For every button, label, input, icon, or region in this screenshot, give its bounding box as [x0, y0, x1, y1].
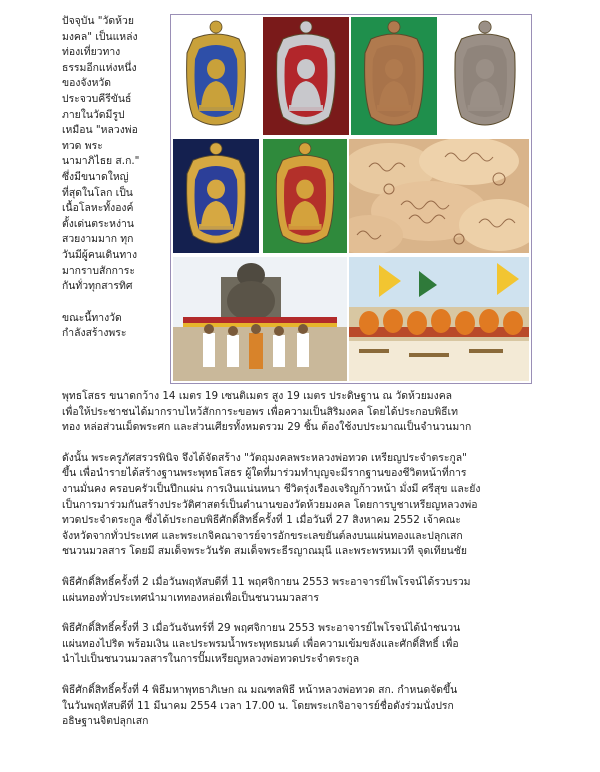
- paragraph-ceremony-3: [62, 621, 542, 668]
- intro-line: ธรรมอีกแห่งหนึ่ง: [62, 61, 137, 74]
- intro-column: [62, 14, 170, 342]
- intro-line: ท่องเที่ยวทาง: [62, 46, 121, 59]
- intro-line: นามาภิไธย ส.ก.": [62, 155, 140, 168]
- intro-line: ทวด พระ: [62, 139, 103, 152]
- amulet-gold-red-enamel-photo: [263, 139, 347, 253]
- paragraph-ceremony-4: [62, 683, 542, 730]
- photo-collage: [170, 14, 532, 384]
- amulet-copper-plain-photo: [351, 17, 437, 135]
- intro-line: เนื้อโลหะทั้งองค์: [62, 202, 134, 215]
- body-line: ชนวนมวลสาร โดยมี สมเด็จพระวันรัต สมเด็จพระธีรญาณมุนี และพระพรหมเวที จุดเทียนชัย: [62, 545, 467, 558]
- amulet-silver-plain-photo: [441, 17, 529, 135]
- body-line: เป็นการมาร่วมกันสร้างประวัติศาสตร์เป็นตำนานของวัดห้วยมงคล โดยการบูชาเหรียญหลวงพ่อ: [62, 498, 478, 511]
- body-line: ในวันพฤหัสบดีที่ 11 มีนาคม 2554 เวลา 17.00 น. โดยพระเกจิอาจารย์ชื่อดังร่วมนั่งปรก: [62, 699, 454, 712]
- yantra-sheets-photo: [349, 139, 529, 253]
- monks-chanting-photo: [349, 257, 529, 381]
- intro-line: ขณะนี้ทางวัด: [62, 311, 122, 324]
- intro-line: กำลังสร้างพระ: [62, 327, 127, 340]
- intro-line: ประจวบคีรีขันธ์: [62, 92, 132, 105]
- body-line: พุทธโสธร ขนาดกว้าง 14 เมตร 19 เซนติเมตร สูง 19 เมตร ประดิษฐาน ณ วัดห้วยมงคล: [62, 390, 453, 402]
- intro-paragraph: [62, 14, 170, 295]
- body-line: ทวดประจำตระกูล ซึ่งได้ประกอบพิธีศักดิ์สิทธิ์ครั้งที่ 1 เมื่อวันที่ 27 สิงหาคม 2552 เจ้าคณะ: [62, 514, 461, 527]
- amulet-silver-red-enamel-photo: [263, 17, 349, 135]
- paragraph-coin-creation: [62, 451, 542, 560]
- intro-line: ตั้งเด่นตระหง่าน: [62, 217, 134, 230]
- statue-ceremony-photo: [173, 257, 347, 381]
- body-line: ดังนั้น พระครูภัศสรวรพินิจ จึงได้จัดสร้าง "วัตถุมงคลพระหลวงพ่อทวด เหรียญประจำตระกูล": [62, 451, 467, 464]
- body-line: ขึ้น เพื่อนำรายได้สร้างฐานพระพุทธโสธร ผู้ใดที่มาร่วมทำบุญจะมีรากฐานของชีวิตหน้าที่การ: [62, 467, 467, 480]
- intro-line: วันมีผู้คนเดินทาง: [62, 248, 138, 261]
- intro-line: ภายในวัดมีรูป: [62, 108, 125, 121]
- body-line: อธิษฐานจิตปลุกเสก: [62, 715, 149, 728]
- intro-line: ซึ่งมีขนาดใหญ่: [62, 170, 129, 183]
- intro-line: เหมือน "หลวงพ่อ: [62, 124, 138, 137]
- paragraph-ceremony-2: [62, 575, 542, 606]
- article-body: [62, 389, 542, 730]
- body-line: เพื่อให้ประชาชนได้มากราบไหว้สักการะขอพร เพื่อความเป็นสิริมงคล โดยได้ประกอบพิธีเท: [62, 405, 458, 418]
- amulet-gold-blue-enamel-2-photo: [173, 139, 259, 253]
- body-line: จังหวัดจากทั่วประเทศ และพระเกจิคณาจารย์จารอักขระเลขยันต์ลงบนแผ่นทองและปลุกเสก: [62, 529, 463, 542]
- intro-line: กันทั่วทุกสารทิศ: [62, 280, 133, 293]
- intro-line: ของจังหวัด: [62, 77, 112, 90]
- body-line: ทอง หล่อส่วนเม็ดพระศก และส่วนเศียรทั้งหมดรวม 29 ชิ้น ต้องใช้งบประมาณเป็นจำนวนมาก: [62, 421, 472, 434]
- continue-paragraph: [62, 311, 170, 342]
- body-line: พิธีศักดิ์สิทธิ์ครั้งที่ 2 เมื่อวันพฤหัสบดีที่ 11 พฤศจิกายน 2553 พระอาจารย์ไพโรจน์ได้รวบรวม: [62, 575, 471, 588]
- paragraph-statue: [62, 389, 542, 436]
- body-line: นำไปเป็นชนวนมวลสารในการปั๊มเหรียญหลวงพ่อทวดประจำตระกูล: [62, 653, 360, 666]
- intro-line: มากราบสักการะ: [62, 264, 135, 277]
- intro-line: ที่สุดในโลก เป็น: [62, 186, 133, 199]
- body-line: พิธีศักดิ์สิทธิ์ครั้งที่ 4 พิธีมหาพุทธาภิเษก ณ มณฑลพิธี หน้าหลวงพ่อทวด สก. กำหนดจัดขึ้น: [62, 683, 458, 696]
- body-line: แผ่นทองไปริต พร้อมเงิน และประพรมน้ำพระพุทธมนต์ เพื่อความเข้มขลังและศักดิ์สิทธิ์ เพื่อ: [62, 637, 459, 650]
- intro-line: ปัจจุบัน "วัดห้วย: [62, 15, 134, 27]
- intro-line: สวยงามมาก ทุก: [62, 233, 134, 246]
- amulet-gold-blue-enamel-photo: [173, 17, 259, 135]
- body-line: แผ่นทองทั่วประเทศนำมาเททองหล่อเพื่อเป็นชนวนมวลสาร: [62, 591, 319, 604]
- body-line: งานมั่นคง ครอบครัวเป็นปึกแผ่น การเงินแน่นหนา ชีวิตรุ่งเรืองเจริญก้าวหน้า มั่งมี ศรีสุข และยัง: [62, 482, 481, 495]
- body-line: พิธีศักดิ์สิทธิ์ครั้งที่ 3 เมื่อวันจันทร์ที่ 29 พฤศจิกายน 2553 พระอาจารย์ไพโรจน์ได้นำชนวน: [62, 622, 461, 635]
- intro-line: มงคล" เป็นแหล่ง: [62, 30, 138, 43]
